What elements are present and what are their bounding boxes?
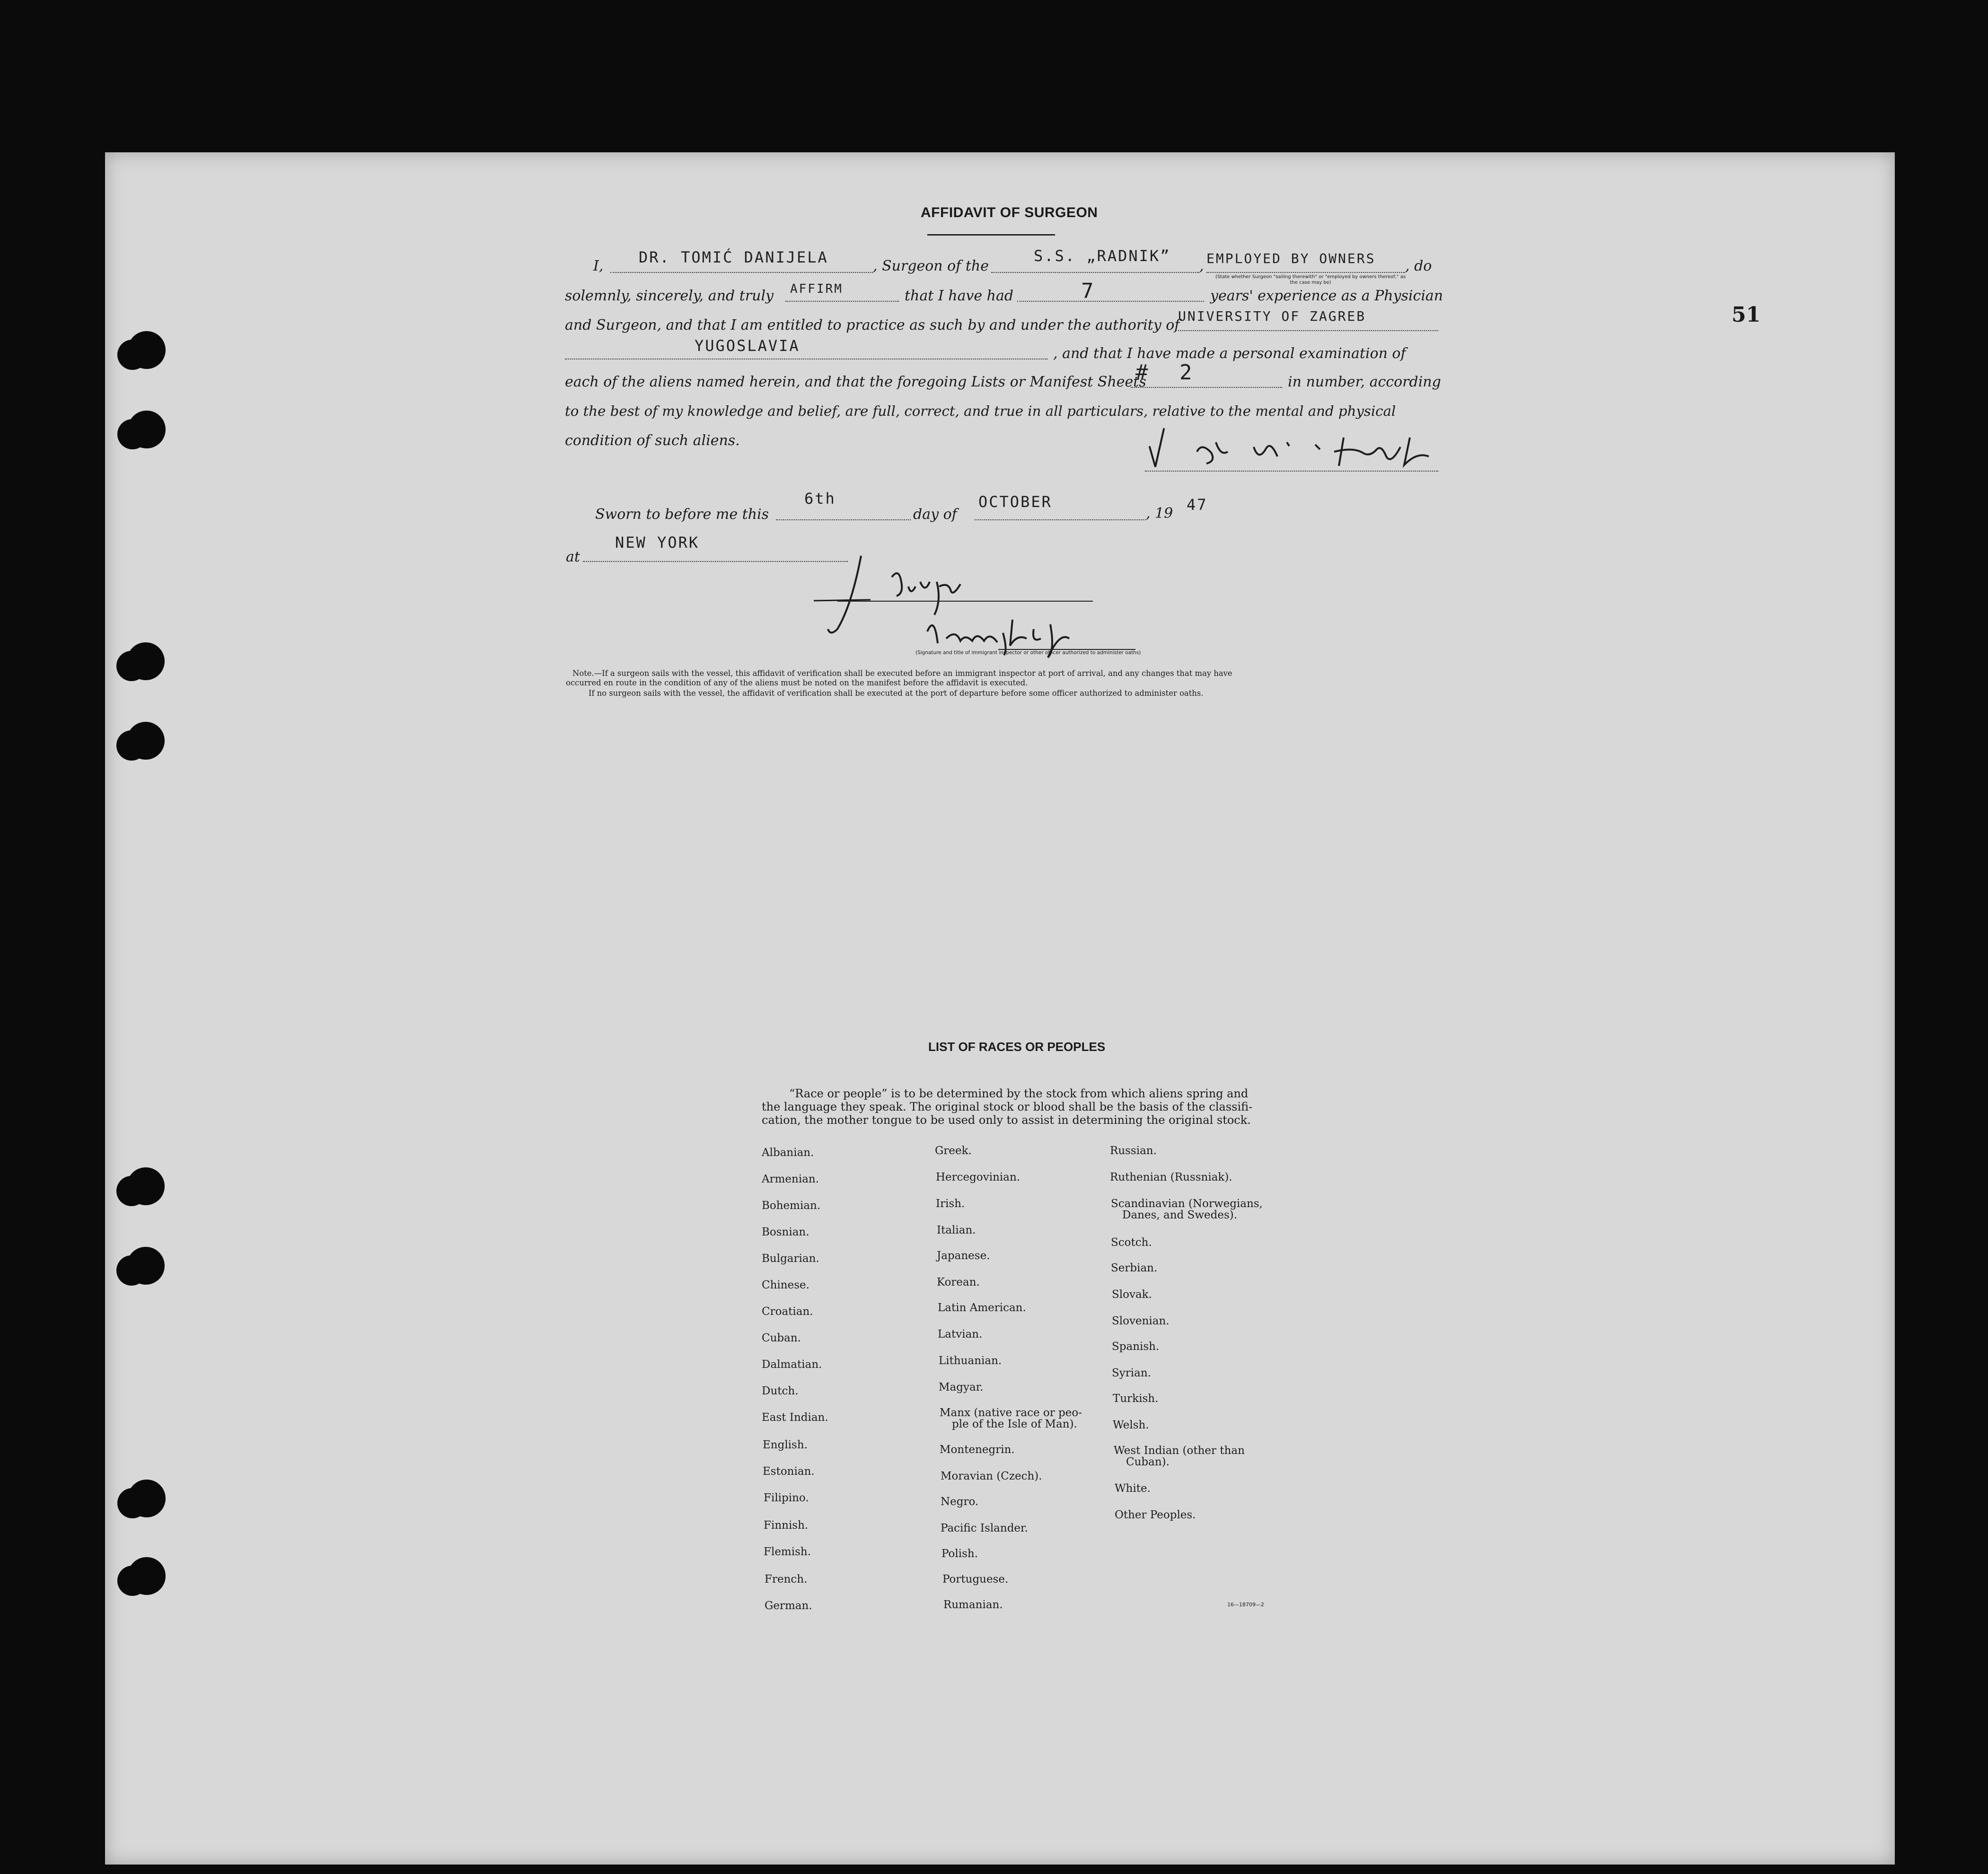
text-i: I, [593,258,604,274]
race-item: Cuban). [1126,1456,1170,1468]
race-item: Pacific Islander. [941,1522,1028,1534]
text-that-had: that I have had [905,288,1014,304]
text-day-of: day of [913,506,957,523]
race-item: ple of the Isle of Man). [952,1418,1077,1430]
binder-hole [127,722,165,760]
sworn-year-field: 47 [1187,496,1208,514]
race-item: Moravian (Czech). [941,1470,1042,1482]
place-line [583,561,848,562]
race-item: Croatian. [762,1305,813,1318]
race-item: Turkish. [1113,1392,1159,1405]
race-item: French. [765,1573,808,1585]
binder-hole [128,411,166,448]
race-item: Italian. [937,1224,976,1236]
race-item: Russian. [1110,1145,1157,1157]
authority-field-2: YUGOSLAVIA [695,337,800,355]
binder-hole [127,642,165,680]
sworn-month-field: OCTOBER [978,493,1052,511]
race-item: Bosnian. [762,1226,809,1238]
race-item: Cuban. [762,1332,801,1344]
race-item: Lithuanian. [939,1355,1002,1367]
note-line-3: If no surgeon sails with the vessel, the affidavit of verification shall be executed at the port of departure before some officer authorized to administer oaths. [589,689,1204,698]
race-item: Greek. [935,1145,972,1157]
text-and-surgeon: and Surgeon, and that I am entitled to practice as such by and under the authority of [565,317,1180,333]
race-item: German. [765,1600,812,1612]
race-item: English. [763,1439,808,1451]
race-item: Dutch. [762,1385,799,1397]
race-item: Bohemian. [762,1200,821,1212]
race-item: Serbian. [1111,1262,1158,1274]
text-best-knowledge: to the best of my knowledge and belief, are full, correct, and true in all particulars, relative to the mental and physical [565,403,1396,419]
race-item: Danes, and Swedes). [1122,1209,1238,1221]
race-item: Latin American. [938,1302,1026,1314]
races-intro-2: the language they speak. The original stock or blood shall be the basis of the classifi- [762,1100,1253,1113]
race-item: Armenian. [762,1173,819,1185]
years-line [1017,301,1204,302]
race-item: Korean. [937,1276,980,1288]
years-field: 7 [1081,279,1095,303]
text-personal-exam: , and that I have made a personal examination of [1053,345,1406,362]
text-surgeon-of: , Surgeon of the [873,258,989,274]
race-item: Magyar. [939,1381,984,1393]
race-item: Portuguese. [942,1573,1009,1585]
text-do: , do [1405,258,1432,274]
officer-line-1 [837,601,1093,602]
race-item: Filipino. [764,1492,809,1504]
race-item: Other Peoples. [1115,1509,1196,1521]
authority-line [1176,330,1438,331]
race-item: Latvian. [938,1328,983,1340]
race-item: Finnish. [764,1519,809,1532]
race-item: White. [1115,1482,1151,1495]
race-item: Welsh. [1113,1419,1149,1431]
officer-signature [814,549,1145,662]
race-item: Bulgarian. [762,1252,819,1265]
text-year-prefix: , 19 [1146,505,1173,522]
races-intro-3: cation, the mother tongue to be used only to assist in determining the original stock. [762,1113,1251,1127]
race-item: Chinese. [762,1279,809,1291]
oath-type-field: AFFIRM [790,282,843,296]
sheets-line [1131,387,1282,388]
text-solemnly: solemnly, sincerely, and truly [565,288,774,304]
races-title: LIST OF RACES OR PEOPLES [928,1040,1106,1054]
race-item: Flemish. [764,1546,811,1558]
text-sworn: Sworn to before me this [595,506,769,523]
race-item: Irish. [936,1198,965,1210]
race-item: Polish. [941,1548,978,1560]
binder-hole [127,1167,165,1205]
race-item: Albanian. [762,1147,814,1159]
race-item: Japanese. [937,1250,990,1262]
text-years-exp: years' experience as a Physician [1210,288,1443,304]
race-item: East Indian. [762,1411,828,1424]
text-at: at [566,549,580,565]
day-line [776,519,911,520]
page-number: 51 [1732,303,1761,327]
sworn-day-field: 6th [804,490,836,508]
employment-field: EMPLOYED BY OWNERS [1206,251,1376,266]
race-item: Manx (native race or peo- [940,1407,1082,1419]
text-each-alien: each of the aliens named herein, and that the foregoing Lists or Manifest Sheets [565,374,1146,390]
employment-line [1206,272,1405,273]
race-item: Ruthenian (Russniak). [1110,1171,1232,1183]
binder-hole [128,331,166,369]
text-in-number: in number, according [1288,374,1441,390]
vessel-field: S.S. „RADNIK” [1034,247,1171,265]
surgeon-name-field: DR. TOMIĆ DANIJELA [639,248,828,266]
oath-line [785,301,899,302]
text-comma: , [1199,258,1204,274]
race-item: Rumanian. [943,1599,1003,1611]
race-item: Montenegrin. [940,1444,1015,1456]
affidavit-title: AFFIDAVIT OF SURGEON [921,205,1098,220]
race-item: Hercegovinian. [936,1171,1020,1183]
race-item: Scandinavian (Norwegians, [1111,1198,1263,1210]
races-intro-1: “Race or people” is to be determined by the stock from which aliens spring and [789,1087,1249,1100]
race-item: Scotch. [1111,1236,1152,1249]
title-rule [927,234,1055,236]
sheets-field: # 2 [1135,360,1202,385]
race-item: Dalmatian. [762,1358,822,1371]
officer-caption: (Signature and title of immigrant inspector or other officer authorized to administer oaths) [915,650,1141,656]
surgeon-signature-line [1145,471,1438,472]
race-item: Estonian. [763,1465,815,1478]
form-code: 16—18709—2 [1227,1602,1264,1608]
name-line [610,272,873,273]
note-line-2: occurred en route in the condition of any of the aliens must be noted on the manifest before the affidavit is executed. [566,678,1028,687]
text-condition: condition of such aliens. [565,432,740,449]
binder-hole [127,1247,165,1285]
note-line-1: Note.—If a surgeon sails with the vessel, this affidavit of verification shall be executed before an immigrant inspector at port of arrival, and any changes that may have [572,669,1232,678]
binder-hole [128,1480,166,1517]
race-item: Spanish. [1112,1340,1160,1353]
employment-hint: (State whether Surgeon "sailing therewith" or "employed by owners thereof," as the case may be) [1215,274,1406,285]
binder-hole [128,1557,166,1595]
race-item: Syrian. [1112,1367,1151,1379]
race-item: West Indian (other than [1114,1445,1245,1457]
surgeon-signature [1145,423,1448,475]
vessel-line [991,272,1199,273]
race-item: Slovak. [1112,1288,1152,1301]
month-line [975,519,1146,520]
race-item: Negro. [941,1496,979,1508]
place-field: NEW YORK [615,534,700,552]
race-item: Slovenian. [1112,1315,1170,1327]
authority-field-1: UNIVERSITY OF ZAGREB [1178,308,1366,324]
